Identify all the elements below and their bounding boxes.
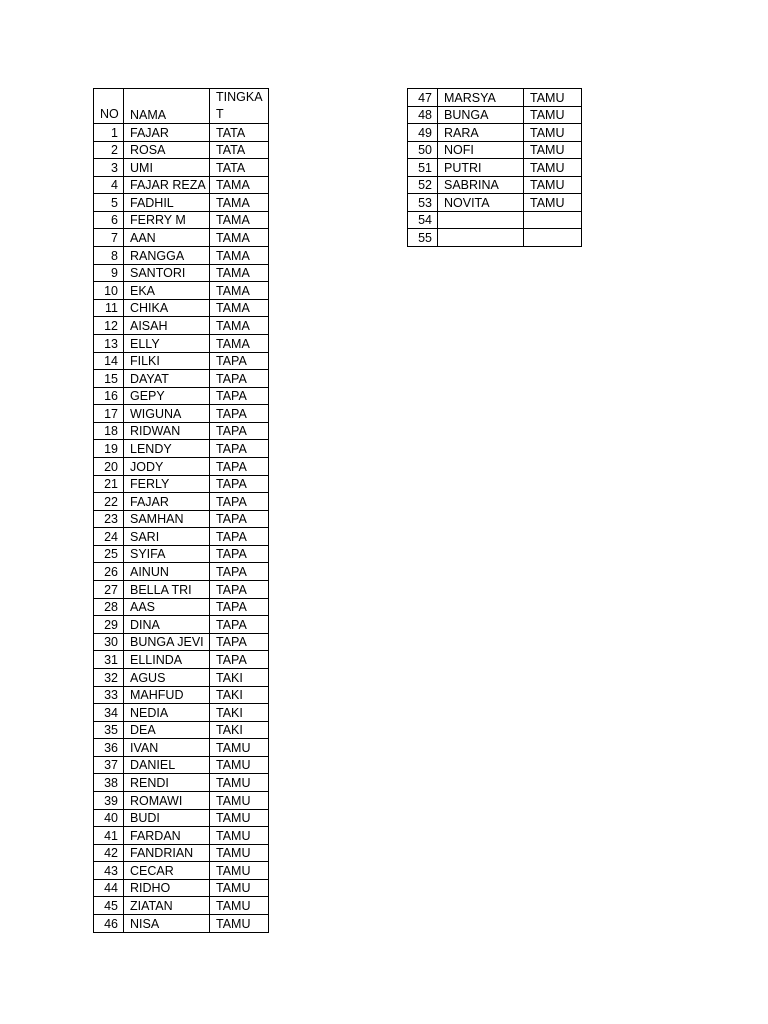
table-row (94, 756, 269, 774)
cell-no: 45 (94, 897, 124, 915)
cell-tingkat: TAMU (210, 809, 269, 827)
cell-nama: FILKI (124, 352, 210, 370)
table-row (94, 211, 269, 229)
cell-tingkat: TAPA (210, 545, 269, 563)
cell-no: 52 (408, 176, 438, 194)
cell-no: 44 (94, 879, 124, 897)
cell-no: 10 (94, 282, 124, 300)
cell-no: 34 (94, 704, 124, 722)
cell-no: 40 (94, 809, 124, 827)
cell-nama: SANTORI (124, 264, 210, 282)
table-row (94, 598, 269, 616)
cell-no: 19 (94, 440, 124, 458)
table-row (408, 194, 582, 212)
cell-tingkat: TAPA (210, 598, 269, 616)
table-row (94, 739, 269, 757)
cell-nama: FARDAN (124, 827, 210, 845)
cell-nama: SABRINA (438, 176, 524, 194)
cell-no: 3 (94, 159, 124, 177)
cell-nama: BUNGA JEVI (124, 633, 210, 651)
cell-nama: RENDI (124, 774, 210, 792)
table-row (94, 317, 269, 335)
cell-no: 47 (408, 89, 438, 107)
cell-tingkat: TAPA (210, 370, 269, 388)
cell-nama (438, 211, 524, 229)
cell-tingkat: TAMU (210, 897, 269, 915)
cell-nama: AAS (124, 598, 210, 616)
cell-nama: BUDI (124, 809, 210, 827)
table-row (94, 897, 269, 915)
table-row (94, 510, 269, 528)
cell-tingkat: TAPA (210, 528, 269, 546)
table-row (94, 651, 269, 669)
cell-nama: DINA (124, 616, 210, 634)
table-row (94, 704, 269, 722)
cell-nama: FAJAR (124, 124, 210, 142)
cell-no: 46 (94, 915, 124, 933)
cell-tingkat (524, 229, 582, 247)
cell-nama: MAHFUD (124, 686, 210, 704)
table-row (94, 440, 269, 458)
cell-no: 35 (94, 721, 124, 739)
cell-tingkat: TAPA (210, 633, 269, 651)
cell-tingkat: TAPA (210, 405, 269, 423)
cell-tingkat: TAMA (210, 317, 269, 335)
table-row (408, 159, 582, 177)
cell-nama: SAMHAN (124, 510, 210, 528)
cell-no: 11 (94, 299, 124, 317)
cell-tingkat: TAMU (524, 176, 582, 194)
table-row (94, 334, 269, 352)
cell-nama: BELLA TRI (124, 581, 210, 599)
cell-tingkat: TAMA (210, 211, 269, 229)
cell-nama: PUTRI (438, 159, 524, 177)
cell-no: 54 (408, 211, 438, 229)
cell-no: 20 (94, 457, 124, 475)
cell-no: 24 (94, 528, 124, 546)
table-row (94, 493, 269, 511)
table-row (94, 176, 269, 194)
cell-tingkat (524, 211, 582, 229)
table-row (94, 616, 269, 634)
cell-tingkat: TATA (210, 141, 269, 159)
member-table-left (93, 88, 269, 933)
cell-no: 30 (94, 633, 124, 651)
cell-tingkat: TAMU (210, 756, 269, 774)
cell-nama: ZIATAN (124, 897, 210, 915)
table-row (408, 176, 582, 194)
cell-nama: IVAN (124, 739, 210, 757)
cell-nama: RIDHO (124, 879, 210, 897)
cell-tingkat: TAMA (210, 247, 269, 265)
cell-no: 8 (94, 247, 124, 265)
table-row (94, 686, 269, 704)
cell-tingkat: TAMU (524, 106, 582, 124)
cell-no: 25 (94, 545, 124, 563)
cell-no: 41 (94, 827, 124, 845)
cell-nama: JODY (124, 457, 210, 475)
cell-tingkat: TAMU (524, 89, 582, 107)
cell-no: 38 (94, 774, 124, 792)
table-row (94, 387, 269, 405)
table-row (94, 457, 269, 475)
table-row (94, 475, 269, 493)
cell-nama: CHIKA (124, 299, 210, 317)
cell-no: 48 (408, 106, 438, 124)
cell-no: 55 (408, 229, 438, 247)
cell-nama (438, 229, 524, 247)
cell-nama: NEDIA (124, 704, 210, 722)
cell-tingkat: TAMU (210, 827, 269, 845)
cell-nama: FAJAR (124, 493, 210, 511)
cell-nama: FADHIL (124, 194, 210, 212)
cell-nama: CECAR (124, 862, 210, 880)
cell-tingkat: TAKI (210, 686, 269, 704)
table-row (94, 774, 269, 792)
cell-tingkat: TATA (210, 124, 269, 142)
cell-tingkat: TAKI (210, 704, 269, 722)
cell-nama: RARA (438, 124, 524, 142)
table-row (94, 124, 269, 142)
cell-nama: AAN (124, 229, 210, 247)
cell-no: 16 (94, 387, 124, 405)
cell-nama: EKA (124, 282, 210, 300)
table-row (94, 563, 269, 581)
cell-tingkat: TAMA (210, 282, 269, 300)
cell-nama: WIGUNA (124, 405, 210, 423)
cell-no: 33 (94, 686, 124, 704)
cell-no: 4 (94, 176, 124, 194)
cell-tingkat: TAPA (210, 563, 269, 581)
cell-tingkat: TAKI (210, 668, 269, 686)
cell-nama: FAJAR REZA (124, 176, 210, 194)
cell-tingkat: TAMU (210, 774, 269, 792)
cell-nama: DEA (124, 721, 210, 739)
table-row (94, 581, 269, 599)
cell-tingkat: TAPA (210, 493, 269, 511)
cell-tingkat: TAMU (524, 159, 582, 177)
cell-tingkat: TATA (210, 159, 269, 177)
cell-no: 39 (94, 791, 124, 809)
header-nama: NAMA (124, 89, 210, 124)
table-row (94, 827, 269, 845)
cell-no: 22 (94, 493, 124, 511)
cell-tingkat: TAMA (210, 299, 269, 317)
table-row (94, 633, 269, 651)
cell-tingkat: TAMU (524, 124, 582, 142)
cell-no: 17 (94, 405, 124, 423)
cell-no: 49 (408, 124, 438, 142)
cell-nama: FANDRIAN (124, 844, 210, 862)
cell-no: 31 (94, 651, 124, 669)
cell-no: 36 (94, 739, 124, 757)
table-row (94, 721, 269, 739)
table-row (94, 352, 269, 370)
cell-tingkat: TAMU (210, 739, 269, 757)
cell-no: 2 (94, 141, 124, 159)
table-row (94, 159, 269, 177)
cell-no: 37 (94, 756, 124, 774)
member-table-right (407, 88, 582, 247)
cell-no: 43 (94, 862, 124, 880)
cell-nama: GEPY (124, 387, 210, 405)
cell-nama: DANIEL (124, 756, 210, 774)
table-row (94, 299, 269, 317)
table-row (408, 211, 582, 229)
cell-nama: ROSA (124, 141, 210, 159)
cell-no: 21 (94, 475, 124, 493)
cell-no: 53 (408, 194, 438, 212)
cell-nama: BUNGA (438, 106, 524, 124)
cell-nama: RANGGA (124, 247, 210, 265)
table-row (94, 879, 269, 897)
cell-tingkat: TAMU (210, 879, 269, 897)
cell-tingkat: TAPA (210, 352, 269, 370)
table-row (94, 229, 269, 247)
cell-nama: NOFI (438, 141, 524, 159)
table-row (94, 844, 269, 862)
cell-no: 7 (94, 229, 124, 247)
table-row (94, 264, 269, 282)
cell-no: 29 (94, 616, 124, 634)
cell-tingkat: TAMA (210, 194, 269, 212)
cell-tingkat: TAPA (210, 457, 269, 475)
cell-nama: SYIFA (124, 545, 210, 563)
cell-no: 50 (408, 141, 438, 159)
cell-no: 42 (94, 844, 124, 862)
cell-nama: FERLY (124, 475, 210, 493)
table-row (94, 194, 269, 212)
cell-no: 12 (94, 317, 124, 335)
table-row (94, 528, 269, 546)
table-row (94, 668, 269, 686)
table-row (94, 247, 269, 265)
cell-tingkat: TAPA (210, 387, 269, 405)
cell-tingkat: TAMU (524, 194, 582, 212)
table-row (408, 229, 582, 247)
header-no: NO (94, 89, 124, 124)
cell-nama: FERRY M (124, 211, 210, 229)
cell-tingkat: TAPA (210, 651, 269, 669)
cell-tingkat: TAPA (210, 510, 269, 528)
cell-no: 27 (94, 581, 124, 599)
cell-nama: MARSYA (438, 89, 524, 107)
cell-nama: AISAH (124, 317, 210, 335)
table-row (94, 915, 269, 933)
header-tingkat: TINGKAT (210, 89, 269, 124)
cell-tingkat: TAPA (210, 616, 269, 634)
cell-tingkat: TAMU (524, 141, 582, 159)
cell-no: 5 (94, 194, 124, 212)
cell-nama: LENDY (124, 440, 210, 458)
table-row (94, 141, 269, 159)
cell-tingkat: TAMA (210, 176, 269, 194)
cell-nama: DAYAT (124, 370, 210, 388)
table-row (94, 545, 269, 563)
cell-nama: SARI (124, 528, 210, 546)
table-header-row (94, 89, 269, 124)
cell-no: 1 (94, 124, 124, 142)
cell-nama: RIDWAN (124, 422, 210, 440)
cell-nama: AGUS (124, 668, 210, 686)
table-row (94, 422, 269, 440)
cell-no: 14 (94, 352, 124, 370)
cell-tingkat: TAPA (210, 440, 269, 458)
cell-nama: ROMAWI (124, 791, 210, 809)
cell-tingkat: TAMA (210, 229, 269, 247)
cell-no: 28 (94, 598, 124, 616)
table-row (408, 106, 582, 124)
cell-tingkat: TAMU (210, 862, 269, 880)
cell-no: 23 (94, 510, 124, 528)
cell-nama: AINUN (124, 563, 210, 581)
cell-tingkat: TAMA (210, 264, 269, 282)
cell-tingkat: TAKI (210, 721, 269, 739)
cell-no: 51 (408, 159, 438, 177)
cell-tingkat: TAMU (210, 844, 269, 862)
table-row (408, 124, 582, 142)
cell-tingkat: TAPA (210, 581, 269, 599)
member-table-right-body (408, 89, 582, 247)
cell-no: 15 (94, 370, 124, 388)
cell-tingkat: TAPA (210, 422, 269, 440)
cell-tingkat: TAMA (210, 334, 269, 352)
cell-no: 26 (94, 563, 124, 581)
table-row (94, 405, 269, 423)
cell-no: 13 (94, 334, 124, 352)
member-table-left-body (94, 89, 269, 933)
table-row (94, 862, 269, 880)
table-row (408, 89, 582, 107)
table-row (94, 791, 269, 809)
cell-nama: NOVITA (438, 194, 524, 212)
table-row (94, 282, 269, 300)
cell-tingkat: TAMU (210, 791, 269, 809)
cell-nama: ELLINDA (124, 651, 210, 669)
cell-no: 6 (94, 211, 124, 229)
cell-tingkat: TAMU (210, 915, 269, 933)
cell-nama: ELLY (124, 334, 210, 352)
table-row (408, 141, 582, 159)
table-row (94, 809, 269, 827)
cell-no: 9 (94, 264, 124, 282)
table-row (94, 370, 269, 388)
cell-tingkat: TAPA (210, 475, 269, 493)
cell-nama: UMI (124, 159, 210, 177)
cell-no: 18 (94, 422, 124, 440)
cell-no: 32 (94, 668, 124, 686)
cell-nama: NISA (124, 915, 210, 933)
